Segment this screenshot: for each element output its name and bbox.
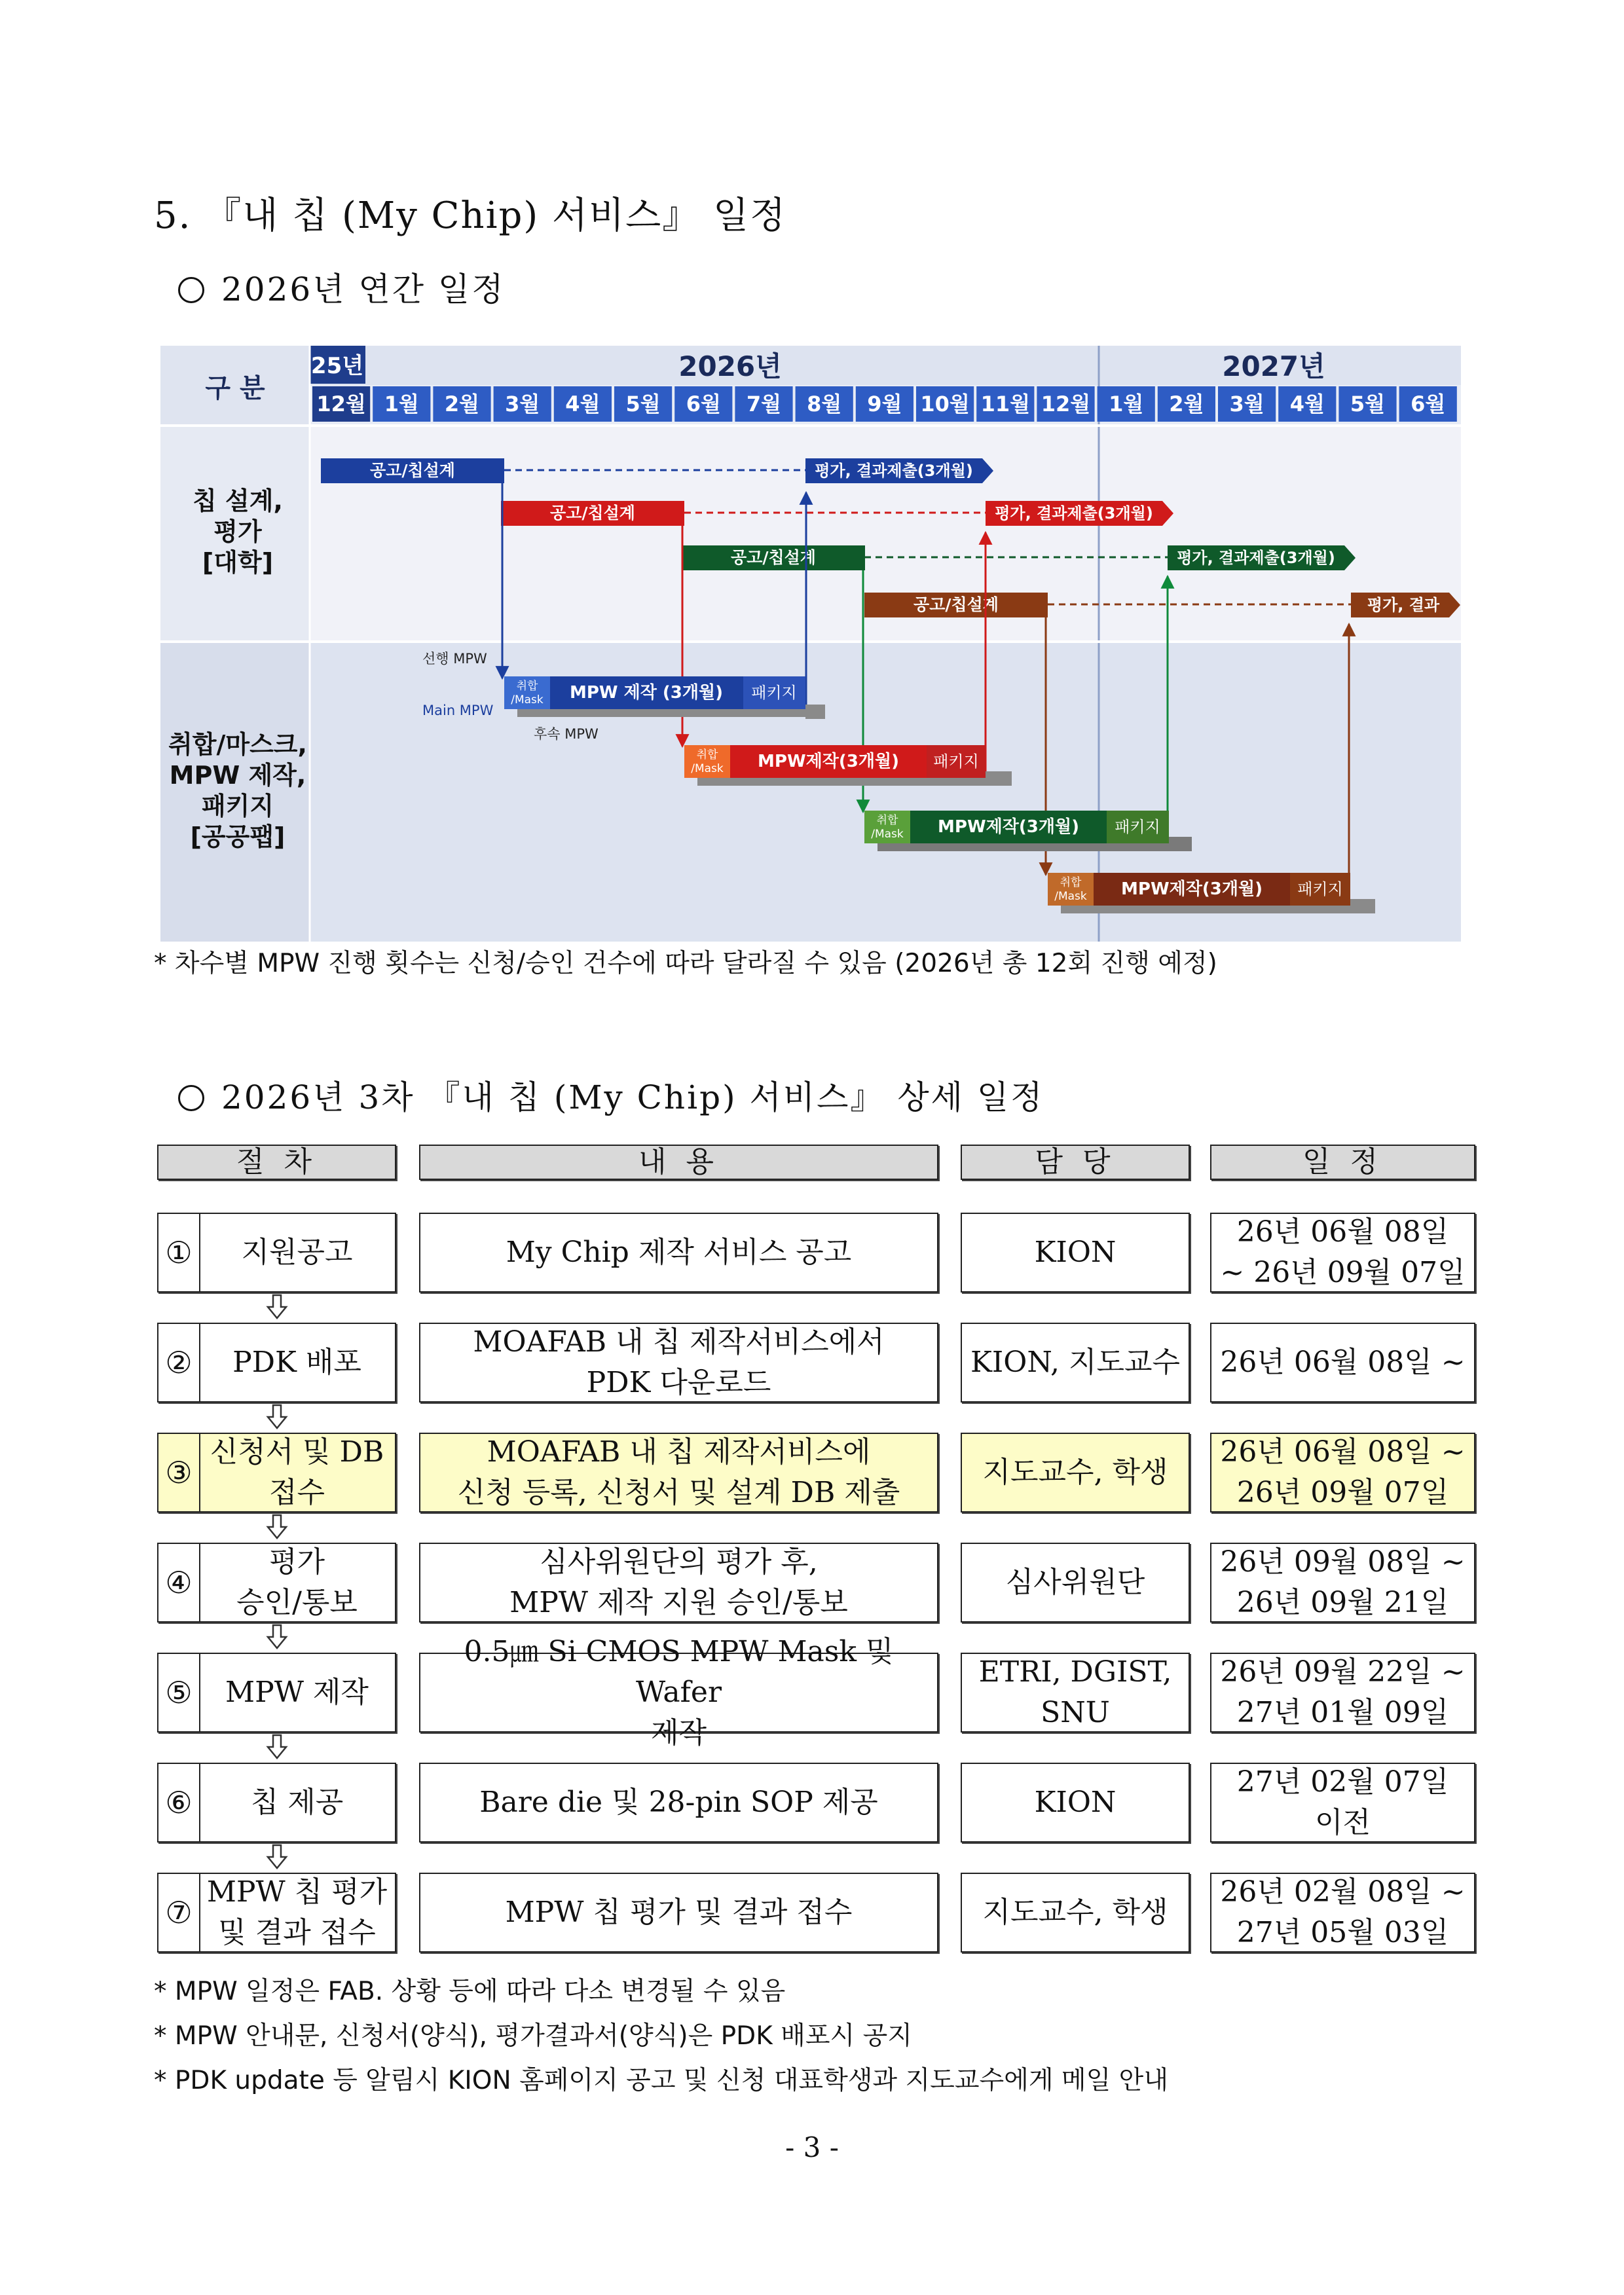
row-mpw-label-1: 취합/마스크, xyxy=(168,730,307,759)
month-label: 3월 xyxy=(1229,392,1264,416)
step-label: MPW 칩 평가 및 결과 접수 xyxy=(206,1875,388,1949)
step-number: ④ xyxy=(158,1544,200,1621)
schedule-cell: 26년 06월 08일 ~ 26년 09월 07일 xyxy=(1210,1213,1475,1293)
owner-cell: KION xyxy=(961,1763,1190,1843)
step-cell xyxy=(157,1433,396,1513)
mpw-bar-1: MPW 제작 (3개월) xyxy=(569,683,724,703)
step-label: 지원공고 xyxy=(241,1236,353,1269)
schedule-cell: 26년 02월 08일 ~ 27년 05월 03일 xyxy=(1210,1873,1475,1953)
month-label: 2월 xyxy=(444,392,480,416)
detail-note-3: * PDK update 등 알림시 KION 홈페이지 공고 및 신청 대표학생과 지도교수에게 메일 안내 xyxy=(154,2066,1169,2095)
package-bar-4: 패키지 xyxy=(1297,880,1343,898)
year-25: 25년 xyxy=(310,353,364,379)
step-number: ⑦ xyxy=(158,1874,200,1951)
month-label: 5월 xyxy=(625,392,661,416)
step-cell xyxy=(157,1323,396,1403)
row-design-label-2: 평가 xyxy=(213,517,262,546)
step-label: 칩 제공 xyxy=(250,1786,344,1819)
main-mpw-label: Main MPW xyxy=(422,703,494,718)
annual-heading-text: 2026년 연간 일정 xyxy=(221,270,506,308)
row-design-label-3: [대학] xyxy=(202,548,274,577)
month-header-row xyxy=(312,386,1457,422)
month-label: 2월 xyxy=(1169,392,1204,416)
collect-4-bottom: /Mask xyxy=(1054,890,1087,903)
annual-heading xyxy=(178,263,506,310)
content-cell: MOAFAB 내 칩 제작서비스에 신청 등록, 신청서 및 설계 DB 제출 xyxy=(419,1433,938,1513)
step-cell xyxy=(157,1763,396,1843)
detail-heading xyxy=(178,1071,1044,1118)
schedule-cell: 26년 06월 08일 ~ xyxy=(1210,1323,1475,1403)
month-label: 8월 xyxy=(807,392,842,416)
eval-bar-1: 평가, 결과제출(3개월) xyxy=(815,462,973,480)
content-cell: MPW 칩 평가 및 결과 접수 xyxy=(419,1873,938,1953)
month-label: 5월 xyxy=(1350,392,1386,416)
step-cell xyxy=(157,1213,396,1293)
month-label: 10월 xyxy=(920,392,970,416)
next-mpw-label: 후속 MPW xyxy=(534,726,599,742)
down-arrow-icon xyxy=(266,1734,288,1760)
package-bar-1: 패키지 xyxy=(751,684,797,702)
content-cell: MOAFAB 내 칩 제작서비스에서 PDK 다운로드 xyxy=(419,1323,938,1403)
collect-2-top: 취합 xyxy=(696,748,718,762)
step-number: ⑥ xyxy=(158,1764,200,1841)
down-arrow-icon xyxy=(266,1844,288,1870)
down-arrow-icon xyxy=(266,1294,288,1320)
collect-4-top: 취합 xyxy=(1060,876,1082,889)
month-label: 6월 xyxy=(686,392,721,416)
collect-1-top: 취합 xyxy=(516,680,538,693)
package-bar-2: 패키지 xyxy=(933,752,979,771)
annual-note: * 차수별 MPW 진행 횟수는 신청/승인 건수에 따라 달라질 수 있음 (2026년 총 12회 진행 예정) xyxy=(154,949,1217,978)
header-step: 절 차 xyxy=(157,1145,396,1180)
annual-gantt-chart xyxy=(160,346,1461,942)
step-number: ③ xyxy=(158,1434,200,1511)
circle-bullet-icon xyxy=(178,277,204,303)
month-label: 7월 xyxy=(746,392,782,416)
design-bar-3: 공고/칩설계 xyxy=(731,548,816,567)
header-owner: 담 당 xyxy=(961,1145,1190,1180)
year-2026: 2026년 xyxy=(678,350,782,382)
month-label: 9월 xyxy=(867,392,902,416)
owner-cell: KION, 지도교수 xyxy=(961,1323,1190,1403)
step-cell xyxy=(157,1653,396,1733)
down-arrow-icon xyxy=(266,1624,288,1650)
month-label: 4월 xyxy=(1289,392,1325,416)
down-arrow-icon xyxy=(266,1404,288,1430)
mpw-bar-2: MPW제작(3개월) xyxy=(758,752,899,771)
circle-bullet-icon xyxy=(178,1085,204,1111)
step-cell xyxy=(157,1873,396,1953)
detail-note-1: * MPW 일정은 FAB. 상황 등에 따라 다소 변경될 수 있음 xyxy=(154,1977,786,2006)
month-label: 3월 xyxy=(505,392,540,416)
header-content: 내 용 xyxy=(419,1145,938,1180)
step-cell xyxy=(157,1543,396,1623)
month-label: 4월 xyxy=(565,392,600,416)
month-label: 6월 xyxy=(1411,392,1446,416)
row-mpw-label-3: 패키지 xyxy=(201,792,274,820)
design-bar-1: 공고/칩설계 xyxy=(370,461,455,480)
down-arrow-icon xyxy=(266,1514,288,1540)
step-number: ② xyxy=(158,1324,200,1401)
step-label: PDK 배포 xyxy=(232,1346,361,1379)
schedule-cell: 26년 09월 08일 ~ 26년 09월 21일 xyxy=(1210,1543,1475,1623)
step-label: 평가 승인/통보 xyxy=(236,1545,358,1619)
content-cell: 심사위원단의 평가 후, MPW 제작 지원 승인/통보 xyxy=(419,1543,938,1623)
collect-1-bottom: /Mask xyxy=(511,693,544,707)
detail-note-2: * MPW 안내문, 신청서(양식), 평가결과서(양식)은 PDK 배포시 공지 xyxy=(154,2021,912,2051)
owner-cell: KION xyxy=(961,1213,1190,1293)
prev-mpw-label: 선행 MPW xyxy=(422,651,487,667)
step-number: ① xyxy=(158,1214,200,1291)
step-label: 신청서 및 DB 접수 xyxy=(210,1435,384,1509)
mpw-bar-3: MPW제작(3개월) xyxy=(938,817,1079,837)
eval-bar-2: 평가, 결과제출(3개월) xyxy=(995,504,1153,523)
owner-cell: 지도교수, 학생 xyxy=(961,1873,1190,1953)
collect-2-bottom: /Mask xyxy=(691,762,724,775)
content-cell: Bare die 및 28-pin SOP 제공 xyxy=(419,1763,938,1843)
month-label: 1월 xyxy=(1109,392,1144,416)
month-label: 11월 xyxy=(980,392,1031,416)
step-label: MPW 제작 xyxy=(225,1676,369,1709)
content-cell: My Chip 제작 서비스 공고 xyxy=(419,1213,938,1293)
owner-cell: 심사위원단 xyxy=(961,1543,1190,1623)
month-label: 12월 xyxy=(1041,392,1091,416)
detail-heading-text: 2026년 3차 『내 칩 (My Chip) 서비스』 상세 일정 xyxy=(221,1078,1044,1116)
header-schedule: 일 정 xyxy=(1210,1145,1475,1180)
row-mpw-label-2: MPW 제작, xyxy=(169,761,306,790)
month-label: 1월 xyxy=(384,392,419,416)
package-bar-3: 패키지 xyxy=(1115,818,1160,836)
collect-3-bottom: /Mask xyxy=(871,828,904,841)
owner-cell: 지도교수, 학생 xyxy=(961,1433,1190,1513)
schedule-cell: 26년 09월 22일 ~ 27년 01월 09일 xyxy=(1210,1653,1475,1733)
owner-cell: ETRI, DGIST, SNU xyxy=(961,1653,1190,1733)
step-number: ⑤ xyxy=(158,1654,200,1731)
content-cell: 0.5㎛ Si CMOS MPW Mask 및 Wafer 제작 xyxy=(419,1653,938,1733)
mpw-bar-4: MPW제작(3개월) xyxy=(1121,879,1263,899)
row-mpw-label-4: [공공팹] xyxy=(190,822,286,851)
schedule-cell: 27년 02월 07일 이전 xyxy=(1210,1763,1475,1843)
eval-bar-4: 평가, 결과 xyxy=(1367,596,1440,614)
row-design-label-1: 칩 설계, xyxy=(193,487,283,515)
page-number: - 3 - xyxy=(785,2131,839,2163)
schedule-cell: 26년 06월 08일 ~ 26년 09월 07일 xyxy=(1210,1433,1475,1513)
design-bar-4: 공고/칩설계 xyxy=(913,595,999,614)
month-label: 12월 xyxy=(316,392,366,416)
corner-label: 구 분 xyxy=(205,373,265,403)
year-2027: 2027년 xyxy=(1222,350,1325,382)
eval-bar-3: 평가, 결과제출(3개월) xyxy=(1177,549,1335,567)
page-title: 5. 『내 칩 (My Chip) 서비스』 일정 xyxy=(154,194,787,237)
collect-3-top: 취합 xyxy=(876,814,898,827)
design-bar-2: 공고/칩설계 xyxy=(550,504,635,523)
